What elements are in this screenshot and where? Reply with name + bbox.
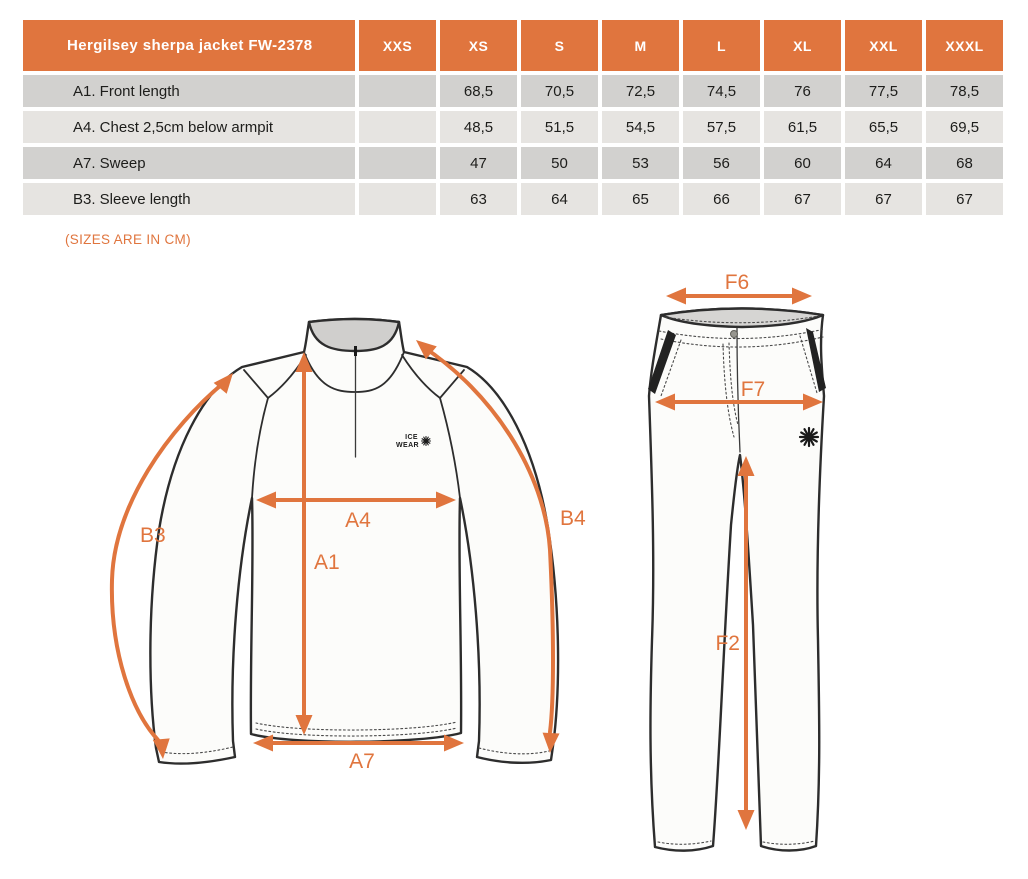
pants-diagram: [648, 271, 826, 851]
size-value: [359, 75, 436, 107]
size-value: 68: [926, 147, 1003, 179]
size-value: 64: [845, 147, 922, 179]
size-value: 54,5: [602, 111, 679, 143]
size-value: [359, 111, 436, 143]
size-col-header: XXS: [359, 20, 436, 71]
size-value: 48,5: [440, 111, 517, 143]
size-col-header: XS: [440, 20, 517, 71]
size-value: 78,5: [926, 75, 1003, 107]
size-value: 57,5: [683, 111, 760, 143]
size-table: [23, 20, 1003, 215]
waist-button: [731, 331, 738, 338]
size-value: 70,5: [521, 75, 598, 107]
jacket-outline: [150, 319, 558, 764]
size-value: 63: [440, 183, 517, 215]
size-col-header: XXXL: [926, 20, 1003, 71]
size-value: 66: [683, 183, 760, 215]
garment-diagrams: [0, 255, 1028, 879]
size-col-header: XL: [764, 20, 841, 71]
pants-outline: [649, 309, 824, 851]
size-value: 50: [521, 147, 598, 179]
table-title-cell: Hergilsey sherpa jacket FW-2378: [23, 20, 355, 71]
f6-arrowhead-left: [666, 288, 686, 305]
jacket-diagram: [112, 319, 586, 773]
f6-arrowhead-right: [792, 288, 812, 305]
row-label: A1. Front length: [23, 75, 355, 107]
size-value: 47: [440, 147, 517, 179]
label-f2: F2: [715, 632, 740, 655]
size-value: 61,5: [764, 111, 841, 143]
label-b4: B4: [560, 507, 586, 530]
size-value: 53: [602, 147, 679, 179]
label-a7: A7: [349, 750, 375, 773]
size-value: 67: [845, 183, 922, 215]
size-value: [359, 183, 436, 215]
size-value: 69,5: [926, 111, 1003, 143]
size-value: 64: [521, 183, 598, 215]
brand-logo-line1: ICE: [405, 434, 418, 441]
size-value: 68,5: [440, 75, 517, 107]
size-value: 67: [926, 183, 1003, 215]
size-col-header: M: [602, 20, 679, 71]
label-b3: B3: [140, 524, 166, 547]
row-label: A7. Sweep: [23, 147, 355, 179]
label-f6: F6: [724, 271, 750, 294]
size-value: 72,5: [602, 75, 679, 107]
size-col-header: XXL: [845, 20, 922, 71]
size-value: 51,5: [521, 111, 598, 143]
f2-arrowhead-bottom: [738, 810, 755, 830]
size-value: [359, 147, 436, 179]
size-col-header: L: [683, 20, 760, 71]
size-value: 56: [683, 147, 760, 179]
size-col-header: S: [521, 20, 598, 71]
sizes-unit-note: (SIZES ARE IN CM): [65, 232, 191, 247]
size-value: 74,5: [683, 75, 760, 107]
row-label: B3. Sleeve length: [23, 183, 355, 215]
size-value: 65,5: [845, 111, 922, 143]
label-a4: A4: [345, 509, 371, 532]
label-a1: A1: [314, 551, 340, 574]
row-label: A4. Chest 2,5cm below armpit: [23, 111, 355, 143]
a7-arrowhead-right: [444, 735, 464, 752]
brand-logo-line2: WEAR: [396, 442, 419, 449]
size-value: 60: [764, 147, 841, 179]
size-value: 67: [764, 183, 841, 215]
size-value: 77,5: [845, 75, 922, 107]
label-f7: F7: [740, 378, 766, 401]
size-value: 65: [602, 183, 679, 215]
size-value: 76: [764, 75, 841, 107]
